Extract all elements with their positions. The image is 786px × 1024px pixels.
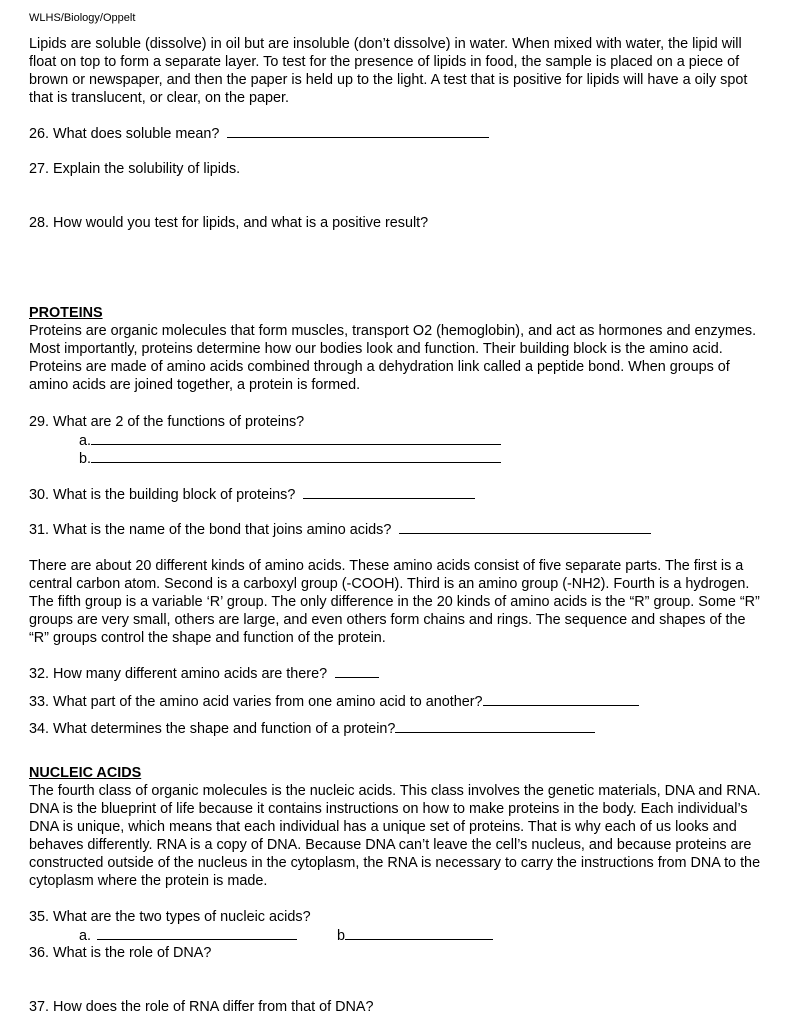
proteins-heading: PROTEINS (29, 305, 103, 321)
question-30-text: 30. What is the building block of proteins? (29, 487, 296, 503)
lipids-paragraph: Lipids are soluble (dissolve) in oil but are insoluble (don’t dissolve) in water. When mixed with water, the lipid will float on top to form a separate layer. To test for the presence of lipids in food, the sample is placed on a piece of brown or newspaper, and then the paper is held up to the light. A test that is positive for lipids will have a oily spot that is translucent, or clear, on the paper. (29, 36, 748, 106)
answer-33-blank[interactable] (483, 692, 639, 706)
question-28: 28. How would you test for lipids, and what is a positive result? (29, 215, 429, 231)
answer-35a-blank[interactable] (97, 926, 297, 940)
question-32 (29, 664, 379, 683)
question-35a (79, 926, 297, 945)
question-32-text: 32. How many different amino acids are there? (29, 666, 328, 682)
question-37: 37. How does the role of RNA differ from that of DNA? (29, 999, 374, 1015)
nucleic-acids-heading: NUCLEIC ACIDS (29, 765, 142, 781)
answer-26-blank[interactable] (227, 124, 489, 138)
page-header: WLHS/Biology/Oppelt (29, 12, 136, 24)
question-29b-label: b. (79, 451, 92, 467)
question-36: 36. What is the role of DNA? (29, 945, 212, 961)
question-31-text: 31. What is the name of the bond that joins amino acids? (29, 522, 392, 538)
question-27: 27. Explain the solubility of lipids. (29, 161, 241, 177)
question-29a (79, 431, 501, 450)
question-34-text: 34. What determines the shape and function of a protein? (29, 721, 396, 737)
proteins-paragraph: Proteins are organic molecules that form muscles, transport O2 (hemoglobin), and act as hormones and enzymes. Most importantly, proteins determine how our bodies look and function. Their building block is the amino acid. Proteins are made of amino acids combined through a dehydration link called a peptide bond. When groups of amino acids are joined together, a protein is formed. (29, 323, 757, 393)
question-26 (29, 124, 489, 143)
answer-34-blank[interactable] (395, 719, 595, 733)
question-33-text: 33. What part of the amino acid varies from one amino acid to another? (29, 694, 483, 710)
amino-acids-paragraph: There are about 20 different kinds of amino acids. These amino acids consist of five separate parts. The first is a central carbon atom. Second is a carboxyl group (-COOH). Third is an amino group (-NH2). Fourth is a hydrogen. The fifth group is a variable ‘R’ group. The only difference in the 20 kinds of amino acids is the “R” group. Some “R” groups are very small, others are large, and even others form chains and rings. The sequence and shapes of the “R” groups control the shape and function of the protein. (29, 558, 760, 646)
answer-35b-blank[interactable] (345, 926, 493, 940)
answer-30-blank[interactable] (303, 485, 475, 499)
answer-32-blank[interactable] (335, 664, 379, 678)
answer-29a-blank[interactable] (91, 431, 501, 445)
nucleic-acids-paragraph: The fourth class of organic molecules is the nucleic acids. This class involves the genetic materials, DNA and RNA. DNA is the blueprint of life because it contains instructions on how to make proteins in the body. Each individual’s DNA is unique, which means that each individual has a unique set of proteins. That is why each of us looks and behaves differently. RNA is a copy of DNA. Because DNA can’t leave the cell’s nucleus, and because proteins are constructed outside of the nucleus in the cytoplasm, the RNA is necessary to carry the instructions from DNA to the cytoplasm where the protein is made. (29, 783, 761, 889)
question-33 (29, 692, 639, 711)
question-26-text: 26. What does soluble mean? (29, 126, 220, 142)
answer-29b-blank[interactable] (91, 449, 501, 463)
answer-31-blank[interactable] (399, 520, 651, 534)
question-34 (29, 719, 595, 738)
question-29: 29. What are 2 of the functions of proteins? (29, 414, 305, 430)
question-29b (79, 449, 501, 468)
question-35a-label: a. (79, 928, 92, 944)
question-35b (337, 926, 493, 945)
question-30 (29, 485, 475, 504)
question-35b-label: b (337, 928, 346, 944)
question-31 (29, 520, 651, 539)
question-29a-label: a. (79, 433, 92, 449)
question-35: 35. What are the two types of nucleic acids? (29, 909, 311, 925)
